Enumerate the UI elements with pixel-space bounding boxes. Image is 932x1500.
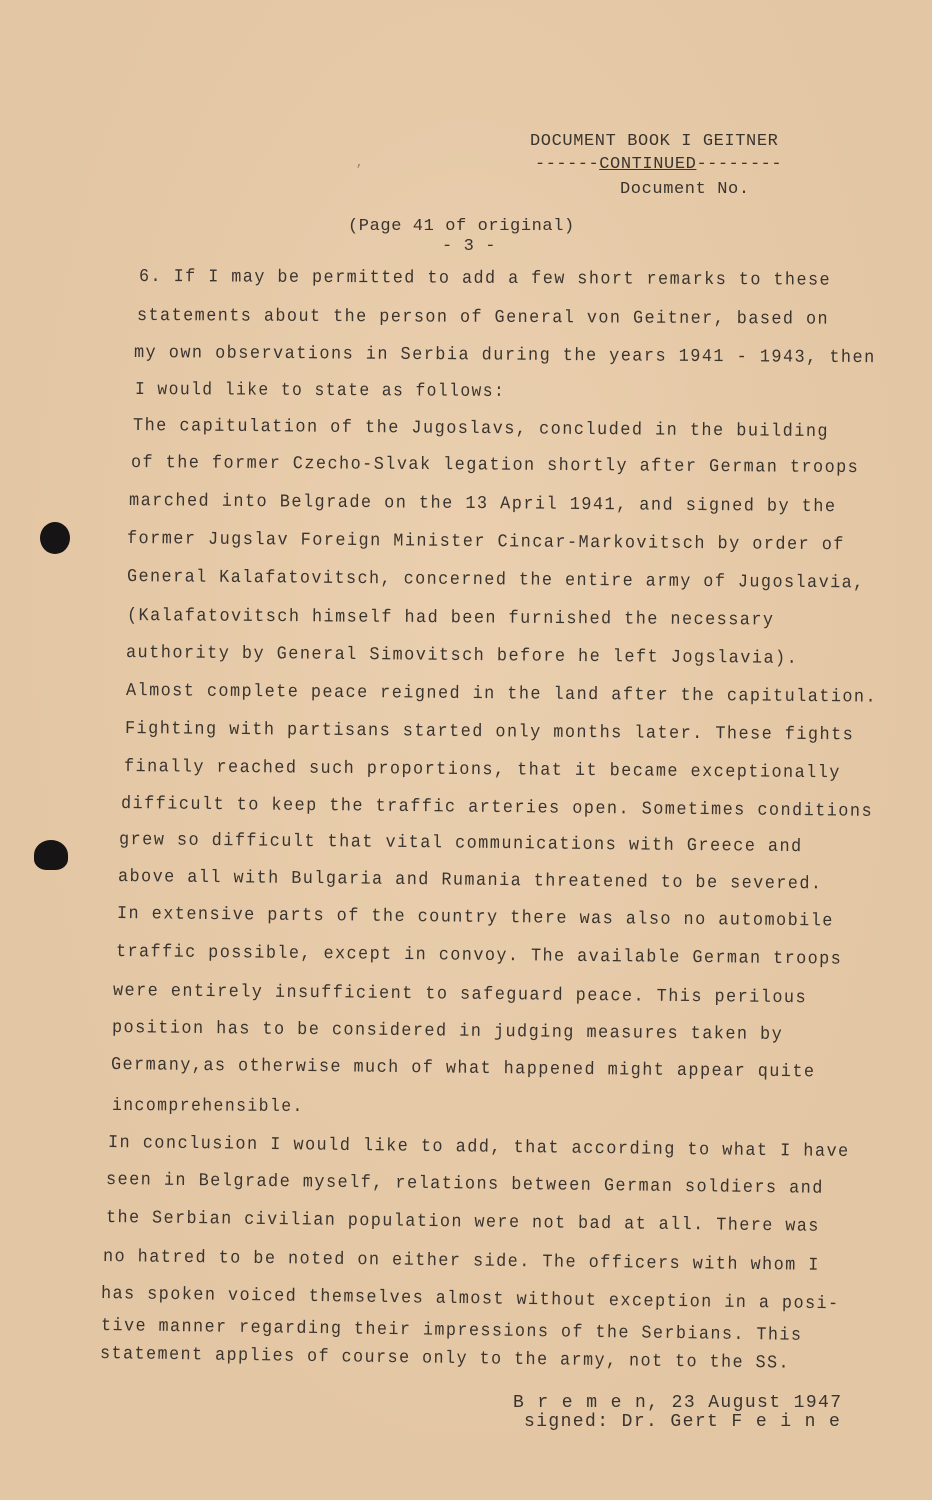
body-line: traffic possible, except in convoy. The available German troops — [115, 942, 843, 970]
body-line: were entirely insufficient to safeguard peace. This perilous — [112, 981, 808, 1009]
continued-heading — [535, 155, 782, 175]
continued-label: CONTINUED — [599, 155, 697, 174]
body-line: above all with Bulgaria and Rumania threatened to be severed. — [117, 867, 823, 895]
body-line: In conclusion I would like to add, that according to what I have — [107, 1133, 850, 1163]
punch-hole-bottom — [34, 840, 68, 870]
body-line: has spoken voiced themselves almost without exception in a posi- — [100, 1284, 840, 1315]
body-line: of the former Czecho-Slvak legation shortly after German troops — [130, 453, 860, 479]
body-line: In extensive parts of the country there was also no automobile — [116, 904, 834, 932]
body-line: the Serbian civilian population were not bad at all. There was — [105, 1208, 820, 1237]
body-line: no hatred to be noted on either side. The officers with whom I — [102, 1247, 820, 1276]
body-line: authority by General Simovitsch before he left Jogslavia). — [125, 643, 799, 669]
punch-hole-top — [40, 522, 70, 554]
body-line: The capitulation of the Jugoslavs, concluded in the building — [132, 416, 830, 443]
body-line: General Kalafatovitsch, concerned the entire army of Jugoslavia, — [126, 567, 865, 594]
body-line: Almost complete peace reigned in the land after the capitulation. — [125, 681, 878, 708]
body-line: former Jugslav Foreign Minister Cincar-Markovitsch by order of — [126, 529, 845, 556]
body-line: statement applies of course only to the army, not to the SS. — [99, 1344, 791, 1374]
stray-mark: , — [356, 156, 364, 170]
body-line: Germany,as otherwise much of what happened might appear quite — [110, 1055, 816, 1083]
body-line: I would like to state as follows: — [134, 380, 506, 402]
body-line: tive manner regarding their impressions of the Serbians. This — [100, 1316, 803, 1346]
body-line: statements about the person of General von Geitner, based on — [136, 306, 830, 330]
body-line: incomprehensible. — [111, 1096, 304, 1118]
document-number-label: Document No. — [620, 180, 750, 199]
body-line: position has to be considered in judging measures taken by — [111, 1018, 784, 1046]
body-line: seen in Belgrade myself, relations between German soldiers and — [105, 1170, 824, 1199]
body-line: finally reached such proportions, that it became exceptionally — [123, 757, 841, 784]
body-line: 6. If I may be permitted to add a few short remarks to these — [138, 267, 832, 291]
page-number: - 3 - — [442, 237, 497, 256]
body-line: difficult to keep the traffic arteries open. Sometimes conditions — [120, 794, 874, 822]
signature-signed: signed: Dr. Gert F e i n e — [524, 1412, 842, 1432]
continued-dashes-left: ------ — [535, 155, 600, 174]
body-line: my own observations in Serbia during the years 1941 - 1943, then — [133, 343, 876, 369]
body-line: Fighting with partisans started only months later. These fights — [124, 719, 855, 746]
signature-place-date: B r e m e n, 23 August 1947 — [513, 1393, 843, 1413]
body-line: grew so difficult that vital communications with Greece and — [118, 830, 803, 858]
continued-dashes-right: -------- — [696, 155, 783, 174]
body-line: (Kalafatovitsch himself had been furnished the necessary — [126, 606, 775, 631]
body-line: marched into Belgrade on the 13 April 1941, and signed by the — [128, 491, 837, 518]
document-book-title: DOCUMENT BOOK I GEITNER — [530, 132, 779, 151]
page-reference: (Page 41 of original) — [348, 217, 575, 236]
